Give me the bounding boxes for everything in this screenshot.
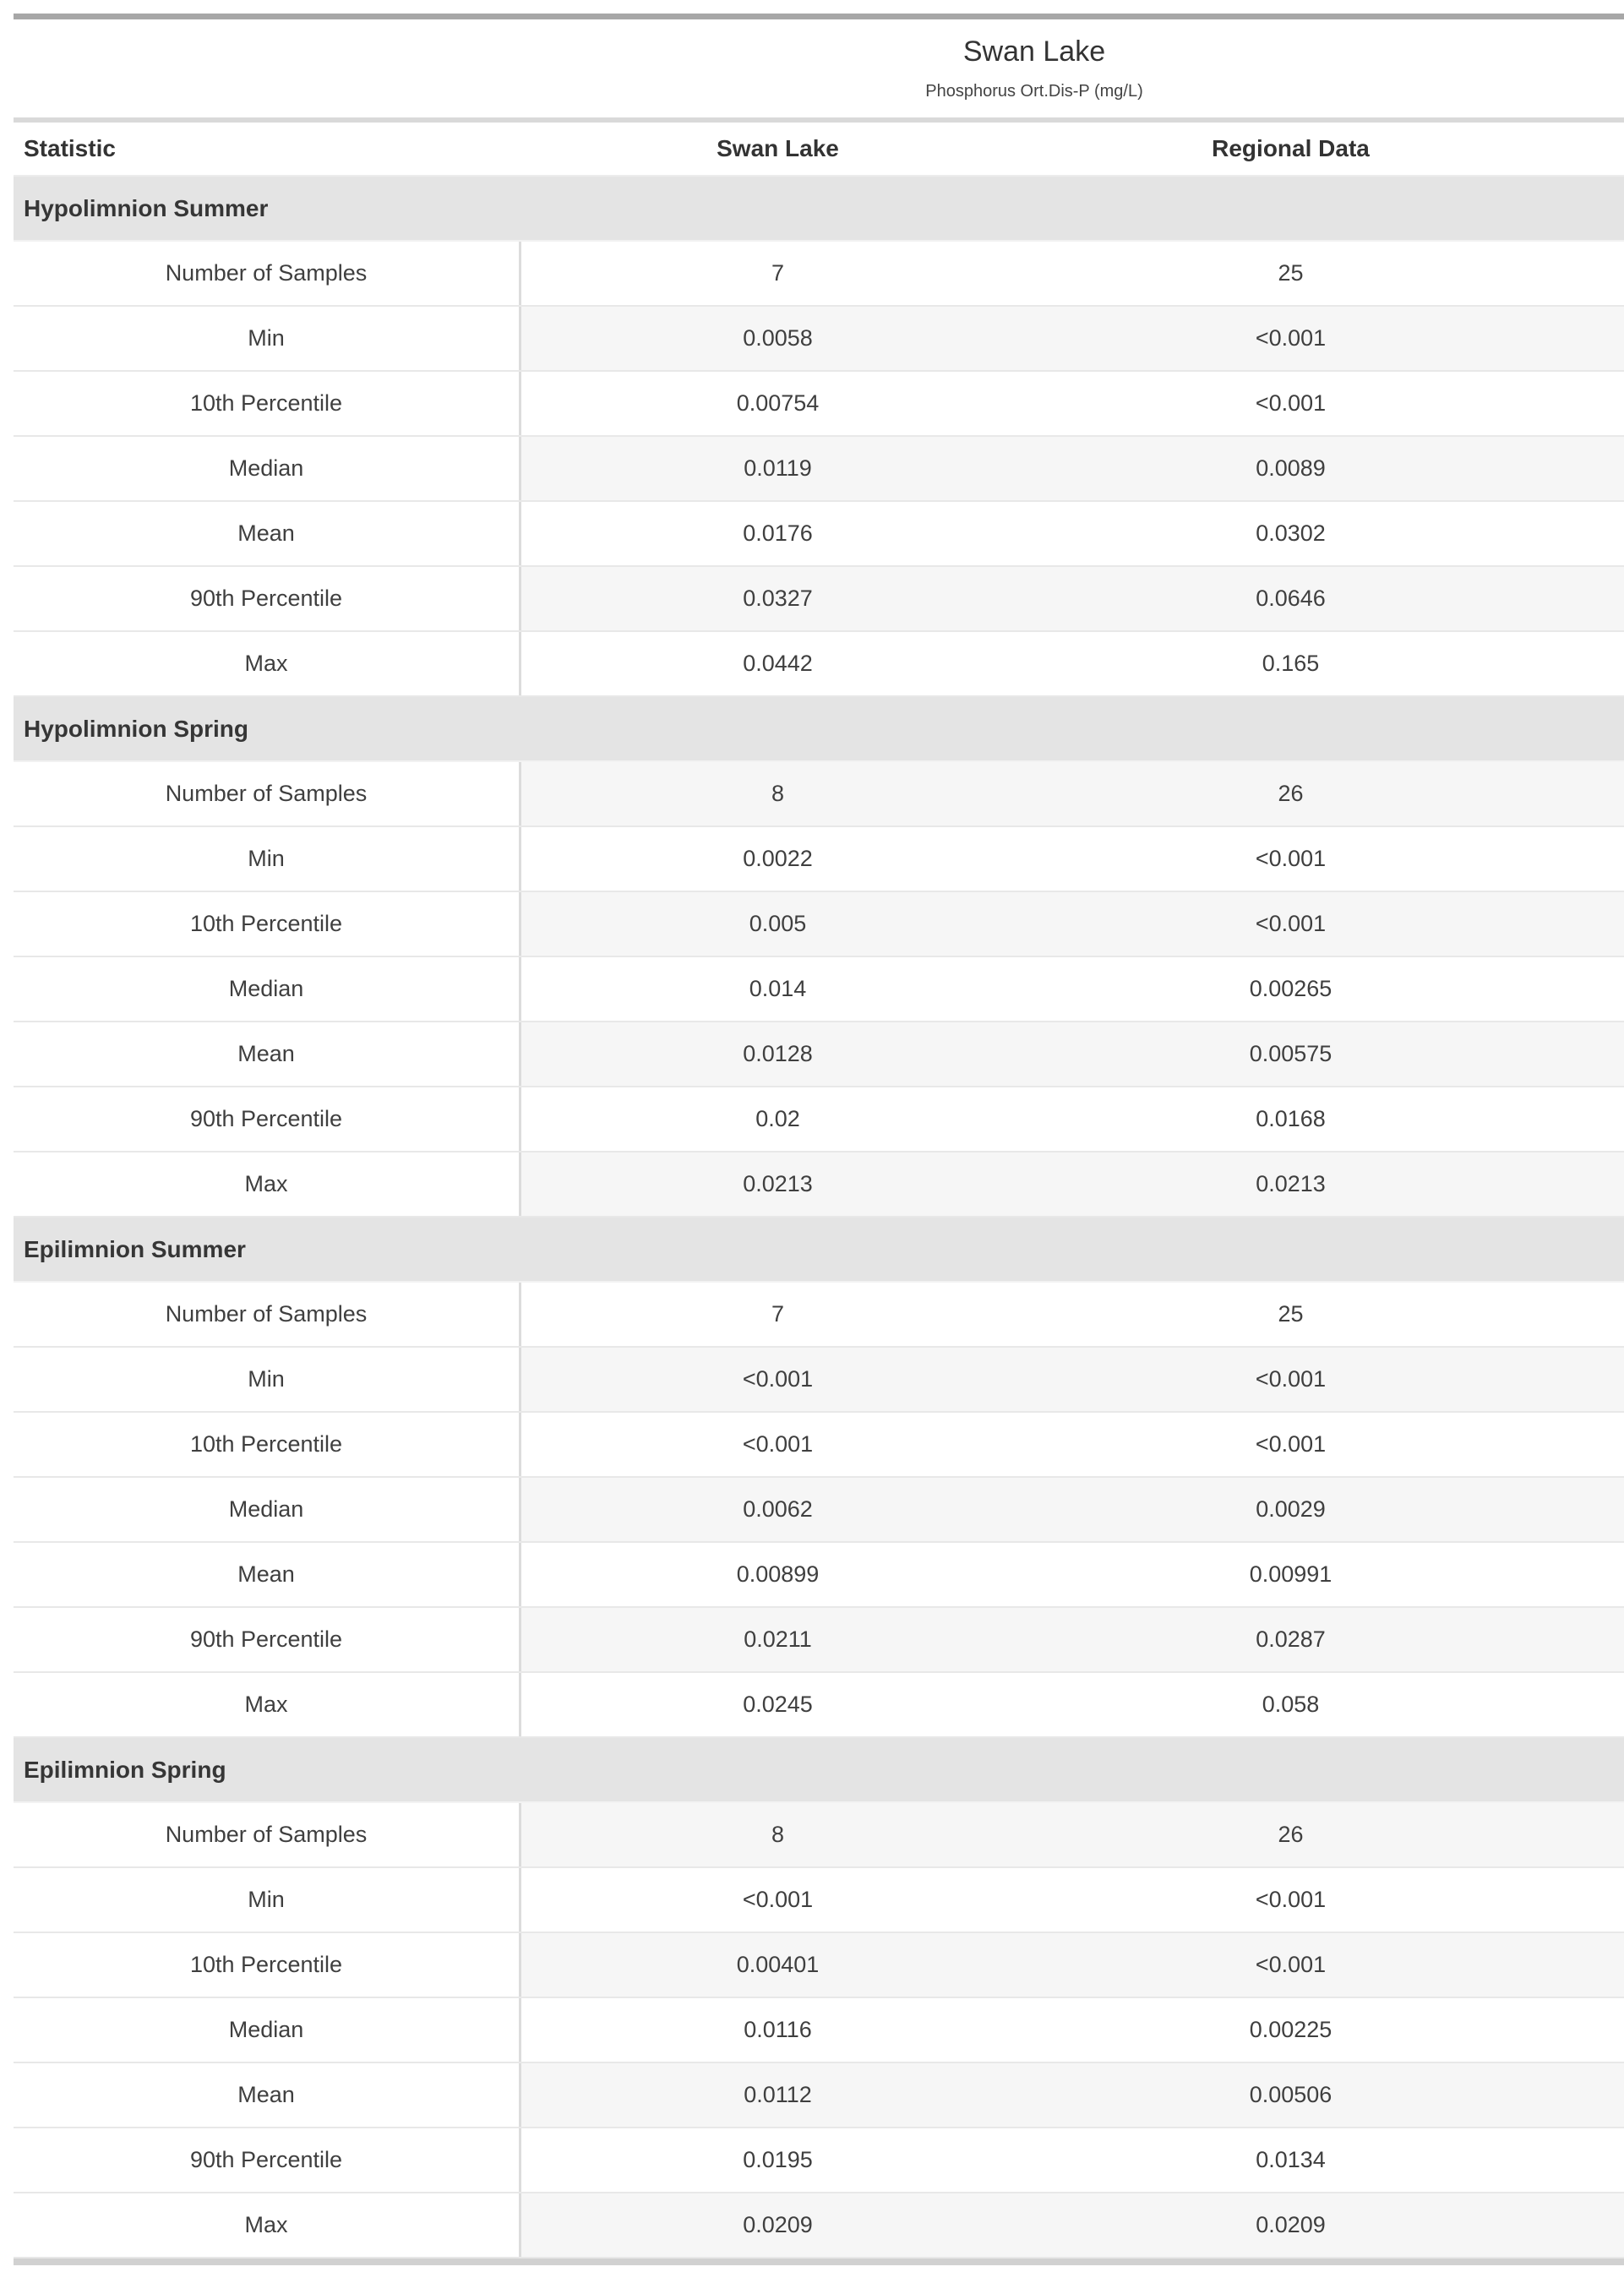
value-cell-swan-lake: 0.0119 <box>521 437 1034 500</box>
value-cell-regional-data: 0.0168 <box>1256 1106 1326 1131</box>
table-row <box>14 242 1624 307</box>
value-cell-regional-data: 26 <box>1034 1803 1547 1866</box>
value-cell-swan-lake: 0.0128 <box>521 1022 1034 1086</box>
table-row <box>14 1413 1624 1478</box>
row-filler-cell <box>1547 1283 1624 1346</box>
row-filler-cell <box>1547 1803 1624 1866</box>
row-filler-cell <box>1547 1543 1624 1606</box>
value-cell-swan-lake: 0.0209 <box>521 2193 1034 2257</box>
value-cell-regional-data: 25 <box>1278 1301 1304 1327</box>
row-label-cell: Min <box>14 1868 521 1932</box>
row-filler-cell <box>1547 372 1624 435</box>
table-row <box>14 1348 1624 1413</box>
column-header-regional-data: Regional Data <box>1212 135 1370 161</box>
row-filler-cell <box>1547 242 1624 305</box>
table-row <box>14 502 1624 567</box>
section-header-row <box>14 697 1624 762</box>
section-header-label: Hypolimnion Summer <box>24 194 269 221</box>
value-cell-regional-data: 0.0209 <box>1034 2193 1547 2257</box>
table-row <box>14 1998 1624 2063</box>
value-cell-swan-lake: 0.02 <box>755 1106 800 1131</box>
section-header-label: Epilimnion Summer <box>24 1235 246 1262</box>
value-cell-swan-lake: 0.0442 <box>743 651 813 676</box>
value-cell-regional-data: 0.0213 <box>1034 1152 1547 1216</box>
value-cell-regional-data: <0.001 <box>1034 1933 1547 1997</box>
report-table-visual <box>14 14 1624 2265</box>
value-cell-regional-data: 0.0302 <box>1256 520 1326 546</box>
value-cell-swan-lake: 0.0245 <box>743 1692 813 1717</box>
row-filler-cell <box>1547 2063 1624 2127</box>
table-row <box>14 892 1624 957</box>
row-label-cell: Min <box>14 1348 521 1411</box>
row-filler-cell <box>1547 1152 1624 1216</box>
value-cell-regional-data: <0.001 <box>1034 892 1547 956</box>
row-filler-cell <box>1547 892 1624 956</box>
row-filler-cell <box>1547 1413 1624 1476</box>
value-cell-regional-data: 25 <box>1278 260 1304 286</box>
value-cell-swan-lake: 8 <box>521 762 1034 825</box>
row-filler-cell <box>1547 2128 1624 2192</box>
section-rows <box>14 762 1624 1218</box>
row-filler-cell <box>1547 762 1624 825</box>
row-label-cell: Mean <box>14 502 521 565</box>
table-row <box>14 1673 1624 1738</box>
value-cell-swan-lake: 0.00754 <box>736 390 820 416</box>
row-label-cell: Median <box>14 957 521 1021</box>
row-filler-cell <box>1547 567 1624 630</box>
row-filler-cell <box>1547 1608 1624 1671</box>
section-header-label: Hypolimnion Spring <box>24 715 248 742</box>
table-row <box>14 632 1624 697</box>
row-label-cell: Max <box>14 632 521 695</box>
value-cell-swan-lake: 0.0062 <box>521 1478 1034 1541</box>
value-cell-swan-lake: 0.0176 <box>743 520 813 546</box>
table-row <box>14 1803 1624 1868</box>
value-cell-swan-lake: 7 <box>771 260 785 286</box>
row-label-cell: Mean <box>14 2063 521 2127</box>
table-row <box>14 1283 1624 1348</box>
value-cell-swan-lake: 0.00899 <box>736 1561 820 1587</box>
value-cell-swan-lake: 0.0195 <box>743 2147 813 2172</box>
value-cell-swan-lake: <0.001 <box>521 1348 1034 1411</box>
row-filler-cell <box>1547 957 1624 1021</box>
value-cell-regional-data: 0.0287 <box>1034 1608 1547 1671</box>
table-row <box>14 437 1624 502</box>
value-cell-swan-lake: <0.001 <box>742 1887 814 1912</box>
section-header-label: Epilimnion Spring <box>24 1756 226 1783</box>
table-row <box>14 567 1624 632</box>
value-cell-regional-data: <0.001 <box>1255 390 1327 416</box>
value-cell-regional-data: 0.0646 <box>1034 567 1547 630</box>
title-block <box>521 33 1547 102</box>
row-label-cell: 90th Percentile <box>14 567 521 630</box>
row-label-cell: Max <box>14 1673 521 1736</box>
row-label-cell: 90th Percentile <box>14 1608 521 1671</box>
value-cell-swan-lake: 0.0213 <box>521 1152 1034 1216</box>
column-header-statistic: Statistic <box>24 135 116 161</box>
value-cell-swan-lake: 8 <box>521 1803 1034 1866</box>
value-cell-swan-lake: 0.0112 <box>521 2063 1034 2127</box>
table-row <box>14 762 1624 827</box>
table-row <box>14 827 1624 892</box>
value-cell-swan-lake: 0.00401 <box>521 1933 1034 1997</box>
value-cell-regional-data: 0.0089 <box>1034 437 1547 500</box>
table-body <box>14 177 1624 2258</box>
value-cell-regional-data: 0.0029 <box>1034 1478 1547 1541</box>
row-label-cell: 90th Percentile <box>14 2128 521 2192</box>
value-cell-regional-data: <0.001 <box>1034 1348 1547 1411</box>
page-title: Swan Lake <box>962 35 1106 68</box>
table-row <box>14 1152 1624 1218</box>
row-label-cell: 10th Percentile <box>14 1933 521 1997</box>
row-label-cell: Number of Samples <box>14 762 521 825</box>
value-cell-swan-lake: 0.0058 <box>521 307 1034 370</box>
row-filler-cell <box>1547 1348 1624 1411</box>
row-label-cell: Median <box>14 437 521 500</box>
row-label-cell: Mean <box>14 1543 521 1606</box>
table-row <box>14 1022 1624 1087</box>
table-row <box>14 2193 1624 2258</box>
table-section <box>14 177 1624 697</box>
row-filler-cell <box>1547 1933 1624 1997</box>
value-cell-regional-data: 0.00265 <box>1249 976 1332 1001</box>
column-header-swan-lake: Swan Lake <box>717 135 839 161</box>
row-filler-cell <box>1547 2193 1624 2257</box>
row-filler-cell <box>1547 1673 1624 1736</box>
value-cell-swan-lake: 0.014 <box>749 976 807 1001</box>
value-cell-regional-data: <0.001 <box>1034 307 1547 370</box>
table-section <box>14 697 1624 1218</box>
section-header-row <box>14 1738 1624 1803</box>
row-filler-cell <box>1547 632 1624 695</box>
column-header-row <box>14 123 1624 177</box>
row-label-cell: Number of Samples <box>14 242 521 305</box>
value-cell-swan-lake: 0.0211 <box>521 1608 1034 1671</box>
row-label-cell: Number of Samples <box>14 1283 521 1346</box>
row-label-cell: Max <box>14 2193 521 2257</box>
row-filler-cell <box>1547 1087 1624 1151</box>
value-cell-regional-data: <0.001 <box>1255 1431 1327 1457</box>
section-rows <box>14 1803 1624 2258</box>
value-cell-regional-data: <0.001 <box>1255 846 1327 871</box>
value-cell-swan-lake: 0.0327 <box>521 567 1034 630</box>
value-cell-regional-data: 0.058 <box>1262 1692 1320 1717</box>
value-cell-swan-lake: 0.005 <box>521 892 1034 956</box>
row-filler-cell <box>1547 437 1624 500</box>
row-label-cell: Min <box>14 827 521 891</box>
table-row <box>14 1868 1624 1933</box>
value-cell-regional-data: 0.00991 <box>1249 1561 1332 1587</box>
row-label-cell: 10th Percentile <box>14 1413 521 1476</box>
row-label-cell: Number of Samples <box>14 1803 521 1866</box>
table-row <box>14 2128 1624 2193</box>
value-cell-swan-lake: 0.0116 <box>744 2017 812 2042</box>
value-cell-regional-data: 0.165 <box>1262 651 1320 676</box>
table-row <box>14 1087 1624 1152</box>
value-cell-regional-data: 0.00575 <box>1034 1022 1547 1086</box>
row-label-cell: Mean <box>14 1022 521 1086</box>
page-subtitle: Phosphorus Ort.Dis-P (mg/L) <box>925 82 1143 101</box>
table-row <box>14 307 1624 372</box>
row-filler-cell <box>1547 1998 1624 2062</box>
table-row <box>14 2063 1624 2128</box>
bottom-border-bar <box>14 2258 1624 2265</box>
section-rows <box>14 1283 1624 1738</box>
section-rows <box>14 242 1624 697</box>
row-label-cell: Min <box>14 307 521 370</box>
section-header-row <box>14 177 1624 242</box>
table-section <box>14 1218 1624 1738</box>
row-label-cell: 10th Percentile <box>14 372 521 435</box>
row-label-cell: 10th Percentile <box>14 892 521 956</box>
row-label-cell: Median <box>14 1998 521 2062</box>
top-accent-bar <box>14 14 1624 19</box>
row-filler-cell <box>1547 1022 1624 1086</box>
value-cell-regional-data: 0.0134 <box>1256 2147 1326 2172</box>
table-row <box>14 1478 1624 1543</box>
row-filler-cell <box>1547 827 1624 891</box>
value-cell-regional-data: 0.00225 <box>1249 2017 1332 2042</box>
table-section <box>14 1738 1624 2258</box>
table-row <box>14 372 1624 437</box>
row-label-cell: Median <box>14 1478 521 1541</box>
value-cell-regional-data: <0.001 <box>1255 1887 1327 1912</box>
row-filler-cell <box>1547 307 1624 370</box>
table-row <box>14 1543 1624 1608</box>
row-filler-cell <box>1547 1868 1624 1932</box>
section-header-row <box>14 1218 1624 1283</box>
table-row <box>14 1608 1624 1673</box>
row-label-cell: Max <box>14 1152 521 1216</box>
row-filler-cell <box>1547 502 1624 565</box>
value-cell-swan-lake: <0.001 <box>742 1431 814 1457</box>
value-cell-regional-data: 0.00506 <box>1034 2063 1547 2127</box>
row-label-cell: 90th Percentile <box>14 1087 521 1151</box>
value-cell-regional-data: 26 <box>1034 762 1547 825</box>
row-filler-cell <box>1547 1478 1624 1541</box>
value-cell-swan-lake: 7 <box>771 1301 785 1327</box>
table-row <box>14 957 1624 1022</box>
table-row <box>14 1933 1624 1998</box>
value-cell-swan-lake: 0.0022 <box>743 846 813 871</box>
